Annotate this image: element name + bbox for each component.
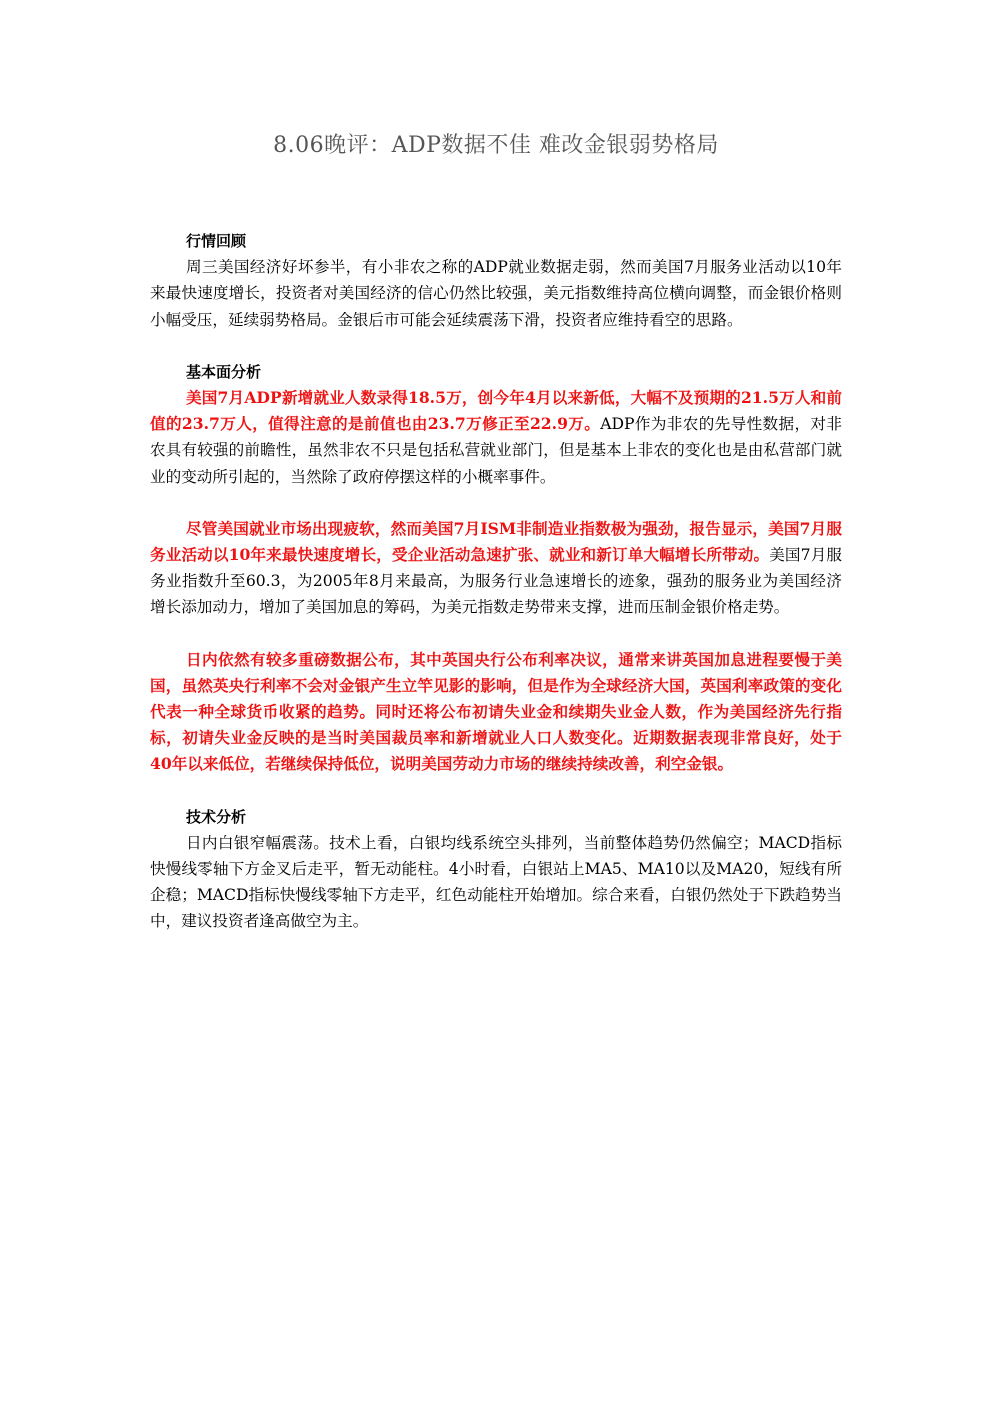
fundamentals-paragraph-2 [150, 516, 842, 621]
body-text: ADP作为非农的先导性数据，对非农具有较强的前瞻性，虽然非农不只是包括私营就业部门，但是基本上非农的变化也是由私营部门就业的变动所引起的，当然除了政府停摆这样的小概率事件。 [150, 415, 842, 486]
spacer [150, 490, 842, 516]
section-heading-fundamentals: 基本面分析 [186, 362, 262, 381]
body-text: 美国7月服务业指数升至60.3，为2005年8月来最高，为服务行业急速增长的迹象，强劲的服务业为美国经济增长添加动力，增加了美国加息的筹码，为美元指数走势带来支撑，进而压制金银价格走势。 [150, 546, 843, 617]
market-review-paragraph: 周三美国经济好坏参半，有小非农之称的ADP就业数据走弱，然而美国7月服务业活动以10年来最快速度增长，投资者对美国经济的信心仍然比较强，美元指数维持高位横向调整，而金银价格则小幅受压，延续弱势格局。金银后市可能会延续震荡下滑，投资者应维持看空的思路。 [150, 258, 842, 329]
document-body [150, 228, 842, 935]
page-title: 8.06晚评：ADP数据不佳 难改金银弱势格局 [273, 133, 719, 158]
fundamentals-paragraph-1 [150, 385, 842, 490]
spacer [150, 333, 842, 359]
fundamentals-paragraph-3: 日内依然有较多重磅数据公布，其中英国央行公布利率决议，通常来讲英国加息进程要慢于美国，虽然英央行利率不会对金银产生立竿见影的影响，但是作为全球经济大国，英国利率政策的变化代表一种全球货币收紧的趋势。同时还将公布初请失业金和续期失业金人数，作为美国经济先行指标，初请失业金反映的是当时美国裁员率和新增就业人口人数变化。近期数据表现非常良好，处于40年以来低位，若继续保持低位，说明美国劳动力市场的继续持续改善，利空金银。 [150, 649, 842, 774]
spacer [150, 778, 842, 804]
highlight-text: 尽管美国就业市场出现疲软，然而美国7月ISM非制造业指数极为强劲，报告显示，美国7月服务业活动以10年来最快速度增长，受企业活动急速扩张、就业和新订单大幅增长所带动。 [150, 518, 842, 565]
spacer [150, 621, 842, 647]
section-heading-market-review: 行情回顾 [186, 232, 247, 250]
section-heading-technical: 技术分析 [186, 807, 247, 826]
technical-paragraph: 日内白银窄幅震荡。技术上看，白银均线系统空头排列，当前整体趋势仍然偏空；MACD指标快慢线零轴下方金叉后走平，暂无动能柱。4小时看，白银站上MA5、MA10以及MA20，短线有所企稳；MACD指标快慢线零轴下方走平，红色动能柱开始增加。综合来看，白银仍然处于下跌趋势当中，建议投资者逢高做空为主。 [150, 833, 842, 931]
highlight-text: 美国7月ADP新增就业人数录得18.5万，创今年4月以来新低，大幅不及预期的21.5万人和前值的23.7万人，值得注意的是前值也由23.7万修正至22.9万。 [150, 388, 842, 434]
